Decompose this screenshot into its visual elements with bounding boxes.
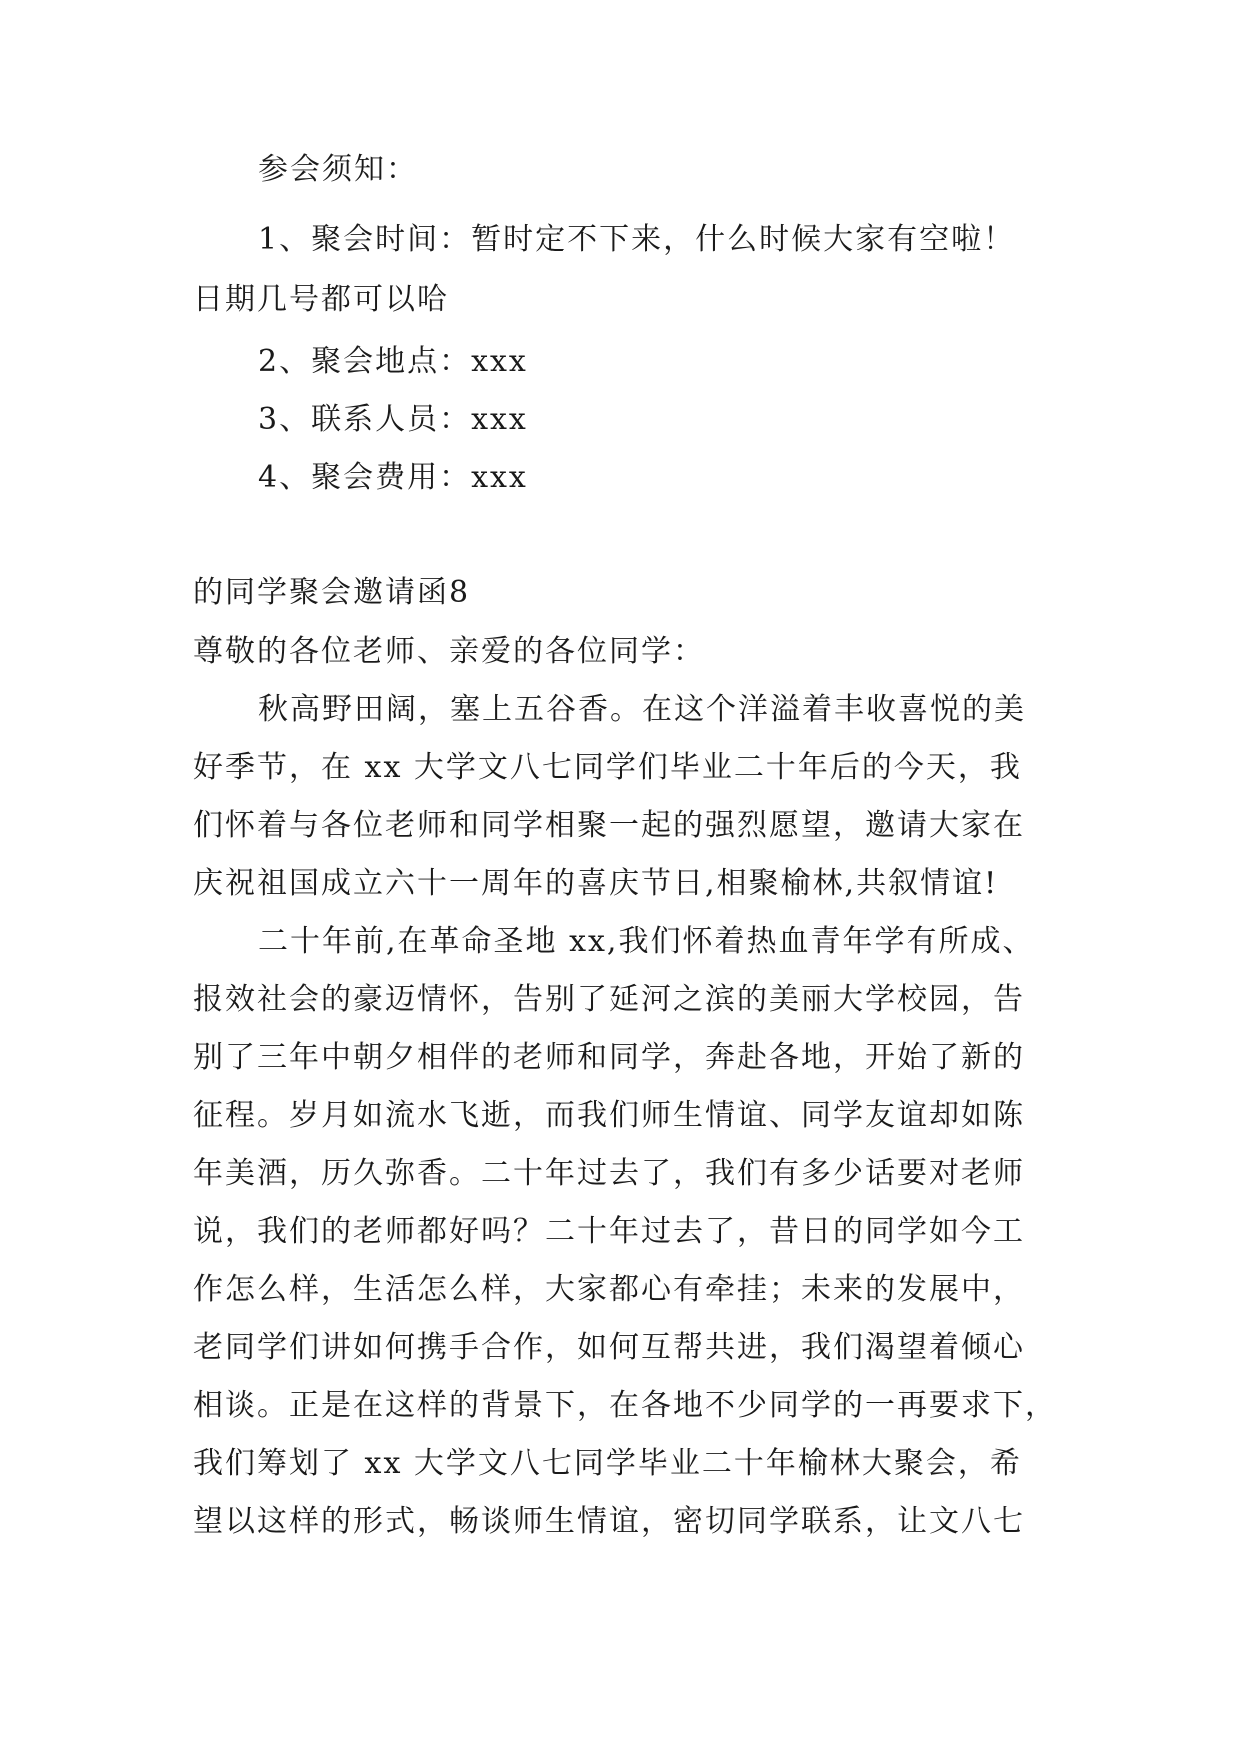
letter-salutation: 尊敬的各位老师、亲爱的各位同学： [193,634,705,669]
paragraph-line: 征程。岁月如流水飞逝，而我们师生情谊、同学友谊却如陈 [193,1098,1025,1133]
paragraph-line: 报效社会的豪迈情怀，告别了延河之滨的美丽大学校园，告 [193,982,1025,1017]
notice-item-time-continued: 日期几号都可以哈 [193,282,449,317]
paragraph-line: 好季节，在 xx 大学文八七同学们毕业二十年后的今天，我 [193,750,1022,785]
notice-item-contact: 3、联系人员：xxx [258,402,528,437]
paragraph-line: 老同学们讲如何携手合作，如何互帮共进，我们渴望着倾心 [193,1330,1025,1365]
paragraph-line: 别了三年中朝夕相伴的老师和同学，奔赴各地，开始了新的 [193,1040,1025,1075]
letter-title: 的同学聚会邀请函8 [193,575,471,610]
paragraph-line: 作怎么样，生活怎么样，大家都心有牵挂；未来的发展中， [193,1272,1025,1307]
paragraph-line: 二十年前,在革命圣地 xx,我们怀着热血青年学有所成、 [258,924,1035,959]
paragraph-line: 我们筹划了 xx 大学文八七同学毕业二十年榆林大聚会，希 [193,1446,1022,1481]
paragraph-line: 年美酒，历久弥香。二十年过去了，我们有多少话要对老师 [193,1156,1025,1191]
paragraph-line: 秋高野田阔，塞上五谷香。在这个洋溢着丰收喜悦的美 [258,692,1026,727]
paragraph-line: 望以这样的形式，畅谈师生情谊，密切同学联系，让文八七 [193,1504,1025,1539]
paragraph-line: 说，我们的老师都好吗？二十年过去了，昔日的同学如今工 [193,1214,1025,1249]
paragraph-line: 相谈。正是在这样的背景下，在各地不少同学的一再要求下， [193,1388,1057,1423]
notice-heading: 参会须知： [258,152,418,187]
notice-item-time: 1、聚会时间：暂时定不下来，什么时候大家有空啦！ [258,222,1016,257]
paragraph-line: 们怀着与各位老师和同学相聚一起的强烈愿望，邀请大家在 [193,808,1025,843]
paragraph-line: 庆祝祖国成立六十一周年的喜庆节日,相聚榆林,共叙情谊! [193,866,999,901]
notice-item-fee: 4、聚会费用：xxx [258,460,528,495]
notice-item-location: 2、聚会地点：xxx [258,344,528,379]
